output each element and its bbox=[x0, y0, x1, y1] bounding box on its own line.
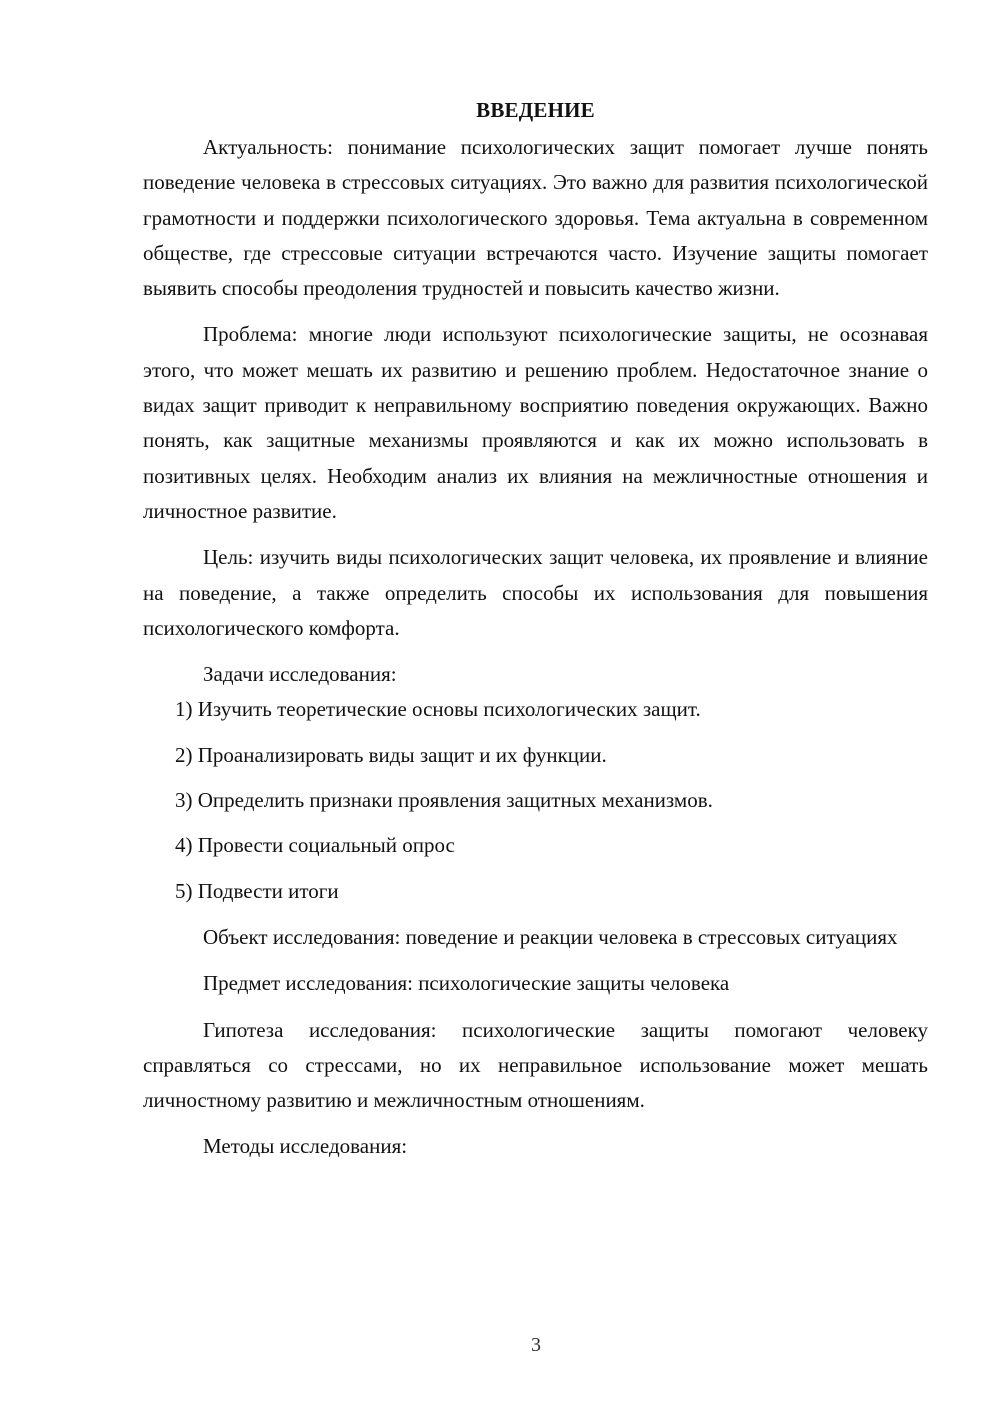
task-item: 5) Подвести итоги bbox=[175, 878, 339, 903]
tasks-title: Задачи исследования: bbox=[203, 662, 397, 687]
task-item: 4) Провести социальный опрос bbox=[175, 833, 455, 858]
section-heading: ВВЕДЕНИЕ bbox=[476, 98, 595, 122]
paragraph-subject: Предмет исследования: психологические защиты человека bbox=[203, 971, 730, 996]
tasks-list bbox=[143, 692, 928, 908]
methods-title: Методы исследования: bbox=[203, 1134, 408, 1159]
task-item: 3) Определить признаки проявления защитных механизмов. bbox=[175, 788, 713, 813]
paragraph-object: Объект исследования: поведение и реакции человека в стрессовых ситуациях bbox=[203, 924, 898, 949]
page-number: 3 bbox=[531, 1334, 541, 1356]
task-item: 1) Изучить теоретические основы психологических защит. bbox=[175, 697, 701, 722]
page-content bbox=[143, 92, 928, 1165]
task-item: 2) Проанализировать виды защит и их функции. bbox=[175, 742, 607, 767]
paragraph-hypothesis: Гипотеза исследования: психологические защиты помогают человеку справляться со стрессами, но их неправильное использование может мешать личностному развитию и межличностным отношениям. bbox=[143, 1017, 928, 1113]
paragraph-goal: Цель: изучить виды психологических защит человека, их проявление и влияние на поведение, а также определить способы их использования для повышения психологического комфорта. bbox=[143, 545, 928, 640]
paragraph-relevance: Актуальность: понимание психологических защит помогает лучше понять поведение человека в стрессовых ситуациях. Это важно для развития психологической грамотности и поддержки психологического здоровья. Тема актуальна в современном обществе, где стрессовые ситуации встречаются часто. Изучение защиты помогает выявить способы преодоления трудностей и повысить качество жизни. bbox=[143, 135, 928, 301]
paragraph-problem: Проблема: многие люди используют психологические защиты, не осознавая этого, что может мешать их развитию и решению проблем. Недостаточное знание о видах защит приводит к неправильному восприятию поведения окружающих. Важно понять, как защитные механизмы проявляются и как их можно использовать в позитивных целях. Необходим анализ их влияния на межличностные отношения и личностное развитие. bbox=[143, 322, 928, 523]
